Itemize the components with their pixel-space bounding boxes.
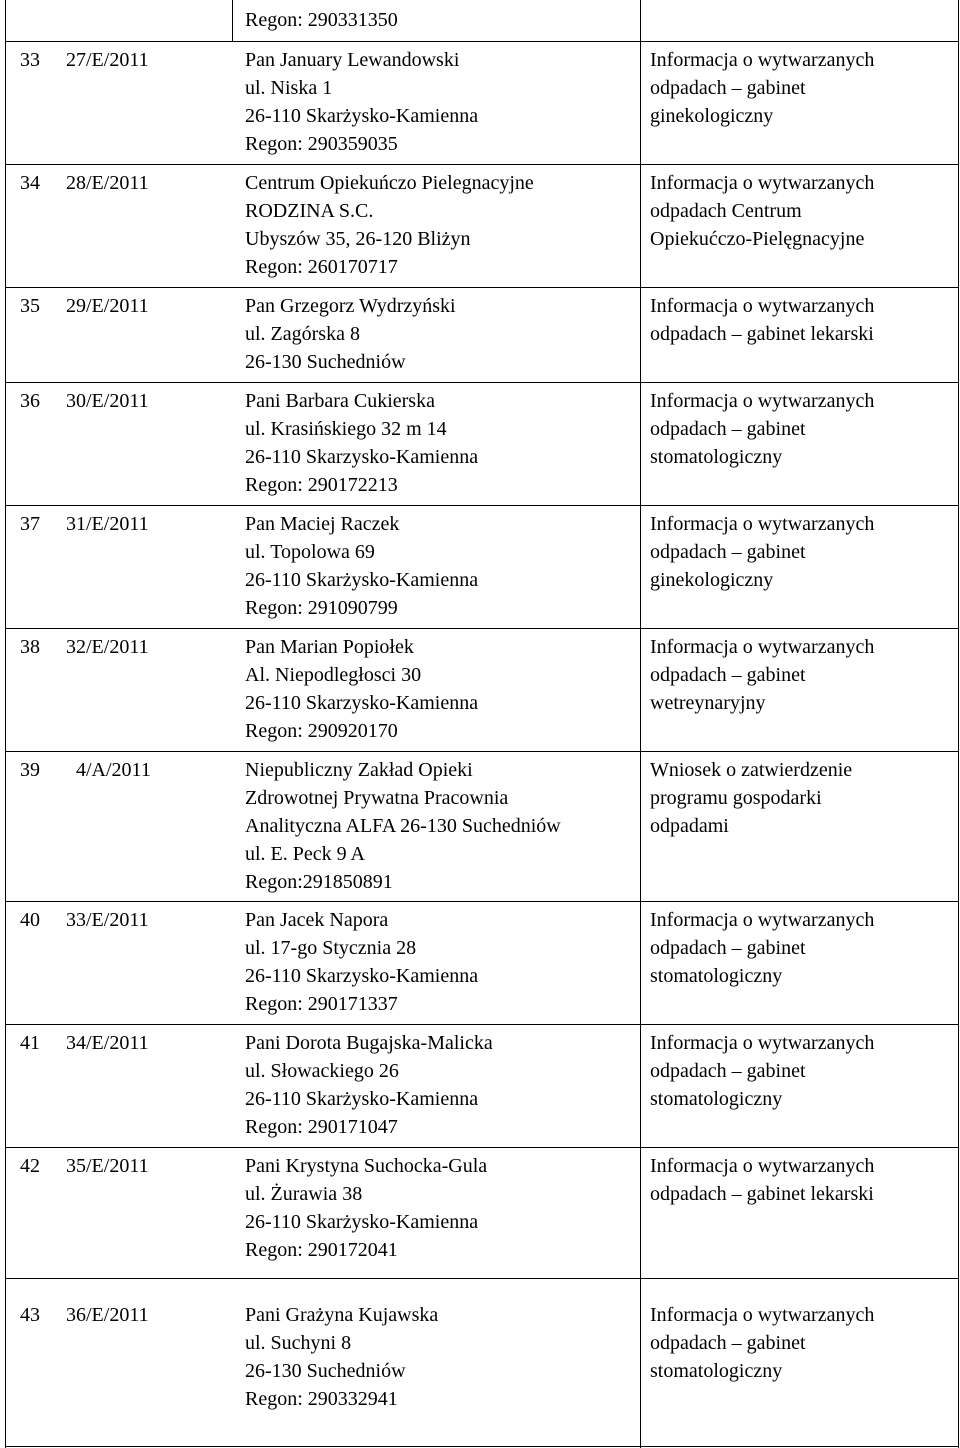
description-line: stomatologiczny [650,446,783,468]
applicant-line: Regon: 290359035 [245,133,398,155]
row-number: 38 [20,636,40,658]
applicant-line: Pan Jacek Napora [245,909,389,931]
applicant-line: ul. E. Peck 9 A [245,843,365,865]
description-line: stomatologiczny [650,1360,783,1382]
applicant-line: Ubyszów 35, 26-120 Bliżyn [245,228,471,250]
description-line: programu gospodarki [650,787,822,809]
table-border-right [958,0,959,1448]
regon-carryover: Regon: 290331350 [245,9,398,31]
description-line: ginekologiczny [650,569,774,591]
row-number: 36 [20,390,40,412]
applicant-line: 26-110 Skarzysko-Kamienna [245,446,479,468]
case-number: 27/E/2011 [66,49,149,71]
applicant-line: 26-130 Suchedniów [245,1360,406,1382]
applicant-line: Regon: 290171047 [245,1116,398,1138]
description-line: Informacja o wytwarzanych [650,1032,875,1054]
row-number: 35 [20,295,40,317]
description-line: odpadach – gabinet [650,541,806,563]
case-number: 28/E/2011 [66,172,149,194]
column-divider-1 [232,0,233,42]
description-line: odpadach – gabinet lekarski [650,323,874,345]
description-line: odpadach – gabinet [650,418,806,440]
applicant-line: Pan Grzegorz Wydrzyński [245,295,456,317]
description-line: Wniosek o zatwierdzenie [650,759,853,781]
applicant-line: ul. Suchyni 8 [245,1332,352,1354]
description-line: Informacja o wytwarzanych [650,172,875,194]
description-line: odpadach – gabinet [650,77,806,99]
table-border-left [5,0,6,1448]
description-line: Informacja o wytwarzanych [650,390,875,412]
description-line: Informacja o wytwarzanych [650,1304,875,1326]
row-number: 34 [20,172,40,194]
case-number: 30/E/2011 [66,390,149,412]
applicant-line: Pan January Lewandowski [245,49,460,71]
row-number: 43 [20,1304,40,1326]
applicant-line: Centrum Opiekuńczo Pielegnacyjne [245,172,534,194]
applicant-line: ul. Słowackiego 26 [245,1060,399,1082]
applicant-line: Niepubliczny Zakład Opieki [245,759,473,781]
applicant-line: Regon: 290920170 [245,720,398,742]
row-border [5,505,958,506]
row-number: 37 [20,513,40,535]
applicant-line: 26-110 Skarżysko-Kamienna [245,569,479,591]
description-line: odpadach – gabinet [650,1332,806,1354]
case-number: 31/E/2011 [66,513,149,535]
column-divider-2 [640,0,641,1448]
applicant-line: Pani Dorota Bugajska-Malicka [245,1032,493,1054]
description-line: Informacja o wytwarzanych [650,909,875,931]
applicant-line: 26-110 Skarzysko-Kamienna [245,692,479,714]
applicant-line: 26-130 Suchedniów [245,351,406,373]
applicant-line: Regon: 290172041 [245,1239,398,1261]
applicant-line: Pan Maciej Raczek [245,513,400,535]
case-number: 32/E/2011 [66,636,149,658]
row-number: 39 [20,759,40,781]
case-number: 29/E/2011 [66,295,149,317]
applicant-line: RODZINA S.C. [245,200,374,222]
case-number: 4/A/2011 [76,759,151,781]
case-number: 34/E/2011 [66,1032,149,1054]
applicant-line: 26-110 Skarżysko-Kamienna [245,1088,479,1110]
description-line: odpadach – gabinet [650,937,806,959]
row-number: 42 [20,1155,40,1177]
applicant-line: Zdrowotnej Prywatna Pracownia [245,787,509,809]
row-border [5,901,958,902]
applicant-line: ul. Żurawia 38 [245,1183,363,1205]
applicant-line: Regon: 291090799 [245,597,398,619]
description-line: Informacja o wytwarzanych [650,1155,875,1177]
applicant-line: Pani Grażyna Kujawska [245,1304,439,1326]
applicant-line: Regon: 260170717 [245,256,398,278]
row-number: 40 [20,909,40,931]
description-line: Opiekućczo-Pielęgnacyjne [650,228,865,250]
row-border [5,164,958,165]
applicant-line: Pan Marian Popiołek [245,636,414,658]
description-line: Informacja o wytwarzanych [650,636,875,658]
description-line: Informacja o wytwarzanych [650,295,875,317]
applicant-line: Regon:291850891 [245,871,393,893]
case-number: 33/E/2011 [66,909,149,931]
applicant-line: ul. Niska 1 [245,77,333,99]
applicant-line: ul. Krasińskiego 32 m 14 [245,418,447,440]
description-line: stomatologiczny [650,1088,783,1110]
applicant-line: Al. Niepodległosci 30 [245,664,422,686]
description-line: ginekologiczny [650,105,774,127]
applicant-line: Pani Krystyna Suchocka-Gula [245,1155,488,1177]
row-border [5,287,958,288]
row-number: 41 [20,1032,40,1054]
description-line: odpadach – gabinet [650,1060,806,1082]
table-border-bottom [5,1446,958,1447]
applicant-line: ul. 17-go Stycznia 28 [245,937,417,959]
applicant-line: Regon: 290332941 [245,1388,398,1410]
applicant-line: 26-110 Skarżysko-Kamienna [245,1211,479,1233]
applicant-line: Regon: 290172213 [245,474,398,496]
row-border [5,1147,958,1148]
description-line: odpadach – gabinet lekarski [650,1183,874,1205]
case-number: 35/E/2011 [66,1155,149,1177]
case-number: 36/E/2011 [66,1304,149,1326]
applicant-line: Analityczna ALFA 26-130 Suchedniów [245,815,561,837]
row-number: 33 [20,49,40,71]
description-line: Informacja o wytwarzanych [650,49,875,71]
applicant-line: 26-110 Skarżysko-Kamienna [245,105,479,127]
applicant-line: ul. Topolowa 69 [245,541,375,563]
description-line: odpadach Centrum [650,200,802,222]
description-line: odpadach – gabinet [650,664,806,686]
applicant-line: 26-110 Skarzysko-Kamienna [245,965,479,987]
row-border [5,628,958,629]
row-border [5,751,958,752]
row-border [5,1278,958,1279]
applicant-line: ul. Zagórska 8 [245,323,360,345]
row-border [5,1024,958,1025]
description-line: stomatologiczny [650,965,783,987]
applicant-line: Pani Barbara Cukierska [245,390,435,412]
description-line: odpadami [650,815,729,837]
applicant-line: Regon: 290171337 [245,993,398,1015]
row-border [5,382,958,383]
row-border [5,41,958,42]
description-line: Informacja o wytwarzanych [650,513,875,535]
description-line: wetreynaryjny [650,692,766,714]
